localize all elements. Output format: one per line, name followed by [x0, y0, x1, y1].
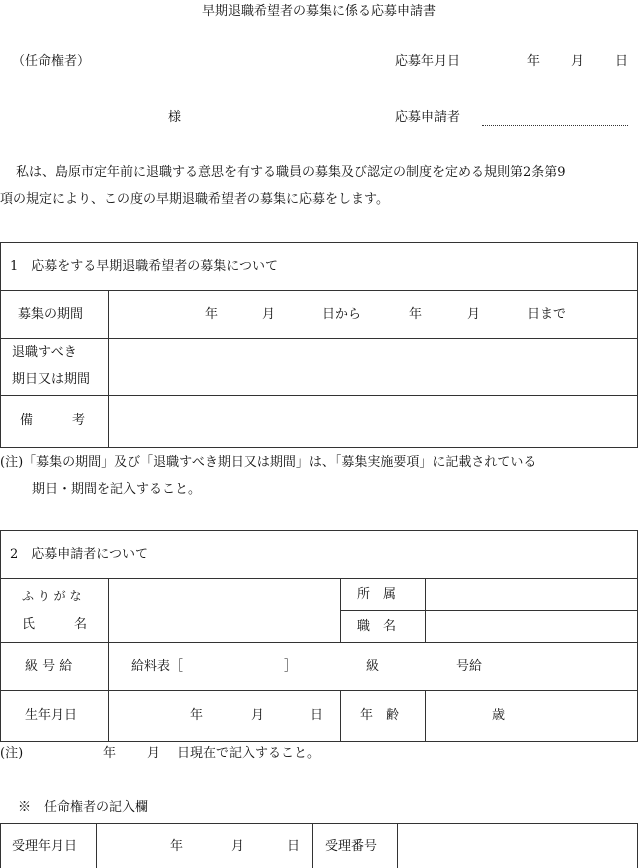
section3-heading: ※ 任命権者の記入欄: [18, 800, 149, 815]
section1-note-1: (注)「募集の期間」及び「退職すべき期日又は期間」は、「募集実施要項」に記載されている: [0, 455, 537, 470]
section2-note-prefix: (注): [0, 746, 24, 761]
remarks-label: 備 考: [20, 413, 86, 428]
retirement-date-label-2: 期日又は期間: [12, 372, 91, 387]
period-end-day: 日まで: [527, 307, 567, 322]
received-year: 年: [170, 839, 184, 854]
intro-line-2: 項の規定により、この度の早期退職希望者の募集に応募をします。: [0, 192, 389, 207]
furigana-label: ふ り が な: [22, 589, 82, 603]
step-unit: 号給: [456, 659, 483, 674]
grade-unit: 級: [366, 659, 380, 674]
application-date-label: 応募年月日: [395, 54, 461, 69]
name-label: 氏 名: [22, 617, 88, 632]
period-start-month: 月: [262, 307, 276, 322]
received-number-label: 受理番号: [325, 839, 378, 854]
sama-honorific: 様: [168, 110, 182, 125]
recruitment-period-label: 募集の期間: [18, 307, 84, 322]
intro-line-1: 私は、島原市定年前に退職する意思を有する職員の募集及び認定の制度を定める規則第2条第9: [16, 165, 566, 180]
section2-note-text: 日現在で記入すること。: [177, 746, 321, 761]
age-unit: 歳: [492, 708, 506, 723]
birth-month: 月: [251, 708, 265, 723]
position-label: 職 名: [357, 619, 397, 634]
grade-step-label: 級 号 給: [25, 659, 73, 674]
retirement-date-label-1: 退職すべき: [12, 345, 77, 360]
section1-note-2: 期日・期間を記入すること。: [32, 482, 202, 497]
section2-note-month: 月: [147, 746, 161, 761]
period-end-year: 年: [409, 307, 423, 322]
received-day: 日: [287, 839, 301, 854]
birth-date-label: 生年月日: [25, 708, 78, 723]
period-start-day: 日から: [322, 307, 362, 322]
received-date-label: 受理年月日: [12, 839, 78, 854]
applicant-signature-line[interactable]: [482, 125, 628, 126]
age-label: 年 齢: [360, 708, 400, 723]
applicant-label: 応募申請者: [395, 110, 461, 125]
salary-table-close: ］: [284, 659, 298, 674]
section1-heading: 1 応募をする早期退職希望者の募集について: [10, 259, 279, 274]
birth-year: 年: [190, 708, 204, 723]
application-date-year: 年: [527, 54, 541, 69]
application-date-day: 日: [615, 54, 629, 69]
period-start-year: 年: [205, 307, 219, 322]
period-end-month: 月: [467, 307, 481, 322]
birth-day: 日: [310, 708, 324, 723]
salary-table-label: 給料表［: [131, 659, 184, 674]
affiliation-label: 所 属: [357, 587, 397, 602]
document-title: 早期退職希望者の募集に係る応募申請書: [201, 4, 436, 19]
application-date-month: 月: [571, 54, 585, 69]
received-month: 月: [231, 839, 245, 854]
section2-note-year: 年: [103, 746, 117, 761]
appointer-label: （任命権者）: [12, 54, 91, 69]
section2-heading: 2 応募申請者について: [10, 547, 149, 562]
